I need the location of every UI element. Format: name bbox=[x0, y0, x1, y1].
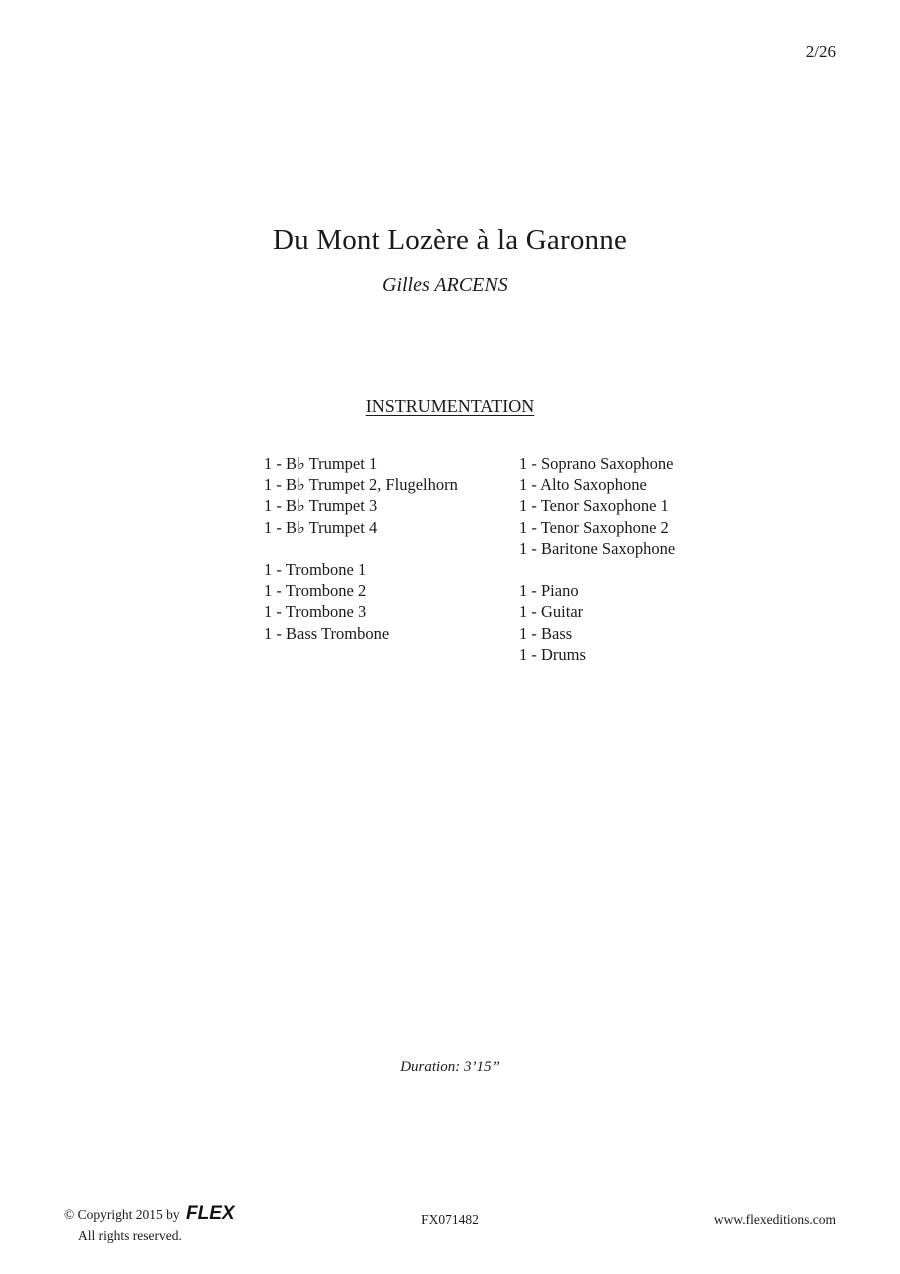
instrumentation-heading: INSTRUMENTATION bbox=[365, 396, 535, 416]
instrument-item: 1 - Piano bbox=[519, 581, 579, 601]
instrument-item: 1 - Drums bbox=[519, 644, 586, 664]
instrument-item: 1 - Baritone Saxophone bbox=[519, 538, 676, 558]
instrument-item: 1 - B♭ Trumpet 2, Flugelhorn bbox=[264, 475, 458, 495]
group-spacer bbox=[519, 559, 675, 580]
instrument-item: 1 - Guitar bbox=[519, 602, 584, 622]
page-number: 2/26 bbox=[805, 42, 836, 61]
instrument-item: 1 - B♭ Trumpet 4 bbox=[264, 517, 378, 537]
instrument-item: 1 - B♭ Trumpet 1 bbox=[264, 454, 378, 473]
website-link[interactable]: www.flexeditions.com bbox=[713, 1212, 836, 1227]
instrument-item: 1 - Soprano Saxophone bbox=[519, 454, 674, 473]
rights-text: All rights reserved. bbox=[78, 1228, 182, 1243]
group-spacer bbox=[264, 538, 458, 559]
logo-text: FLEX bbox=[185, 1203, 235, 1223]
piece-title: Du Mont Lozère à la Garonne bbox=[272, 224, 628, 256]
composer-name: Gilles ARCENS bbox=[382, 274, 508, 296]
instrument-item: 1 - B♭ Trumpet 3 bbox=[264, 496, 378, 516]
instrument-item: 1 - Bass bbox=[519, 623, 573, 643]
instrument-item: 1 - Trombone 2 bbox=[264, 581, 367, 601]
instrument-item: 1 - Trombone 3 bbox=[264, 602, 367, 622]
duration-text: Duration: 3’15” bbox=[400, 1059, 500, 1075]
instrument-item: 1 - Bass Trombone bbox=[264, 623, 390, 643]
instrument-item: 1 - Tenor Saxophone 2 bbox=[519, 517, 669, 537]
instrument-item: 1 - Alto Saxophone bbox=[519, 475, 647, 495]
instrument-column-right bbox=[519, 453, 675, 665]
instrument-item: 1 - Trombone 1 bbox=[264, 559, 367, 579]
copyright-text: © Copyright 2015 by bbox=[64, 1206, 180, 1222]
instrument-column-left bbox=[264, 453, 458, 644]
catalog-number: FX071482 bbox=[421, 1212, 479, 1227]
instrument-item: 1 - Tenor Saxophone 1 bbox=[519, 496, 669, 516]
